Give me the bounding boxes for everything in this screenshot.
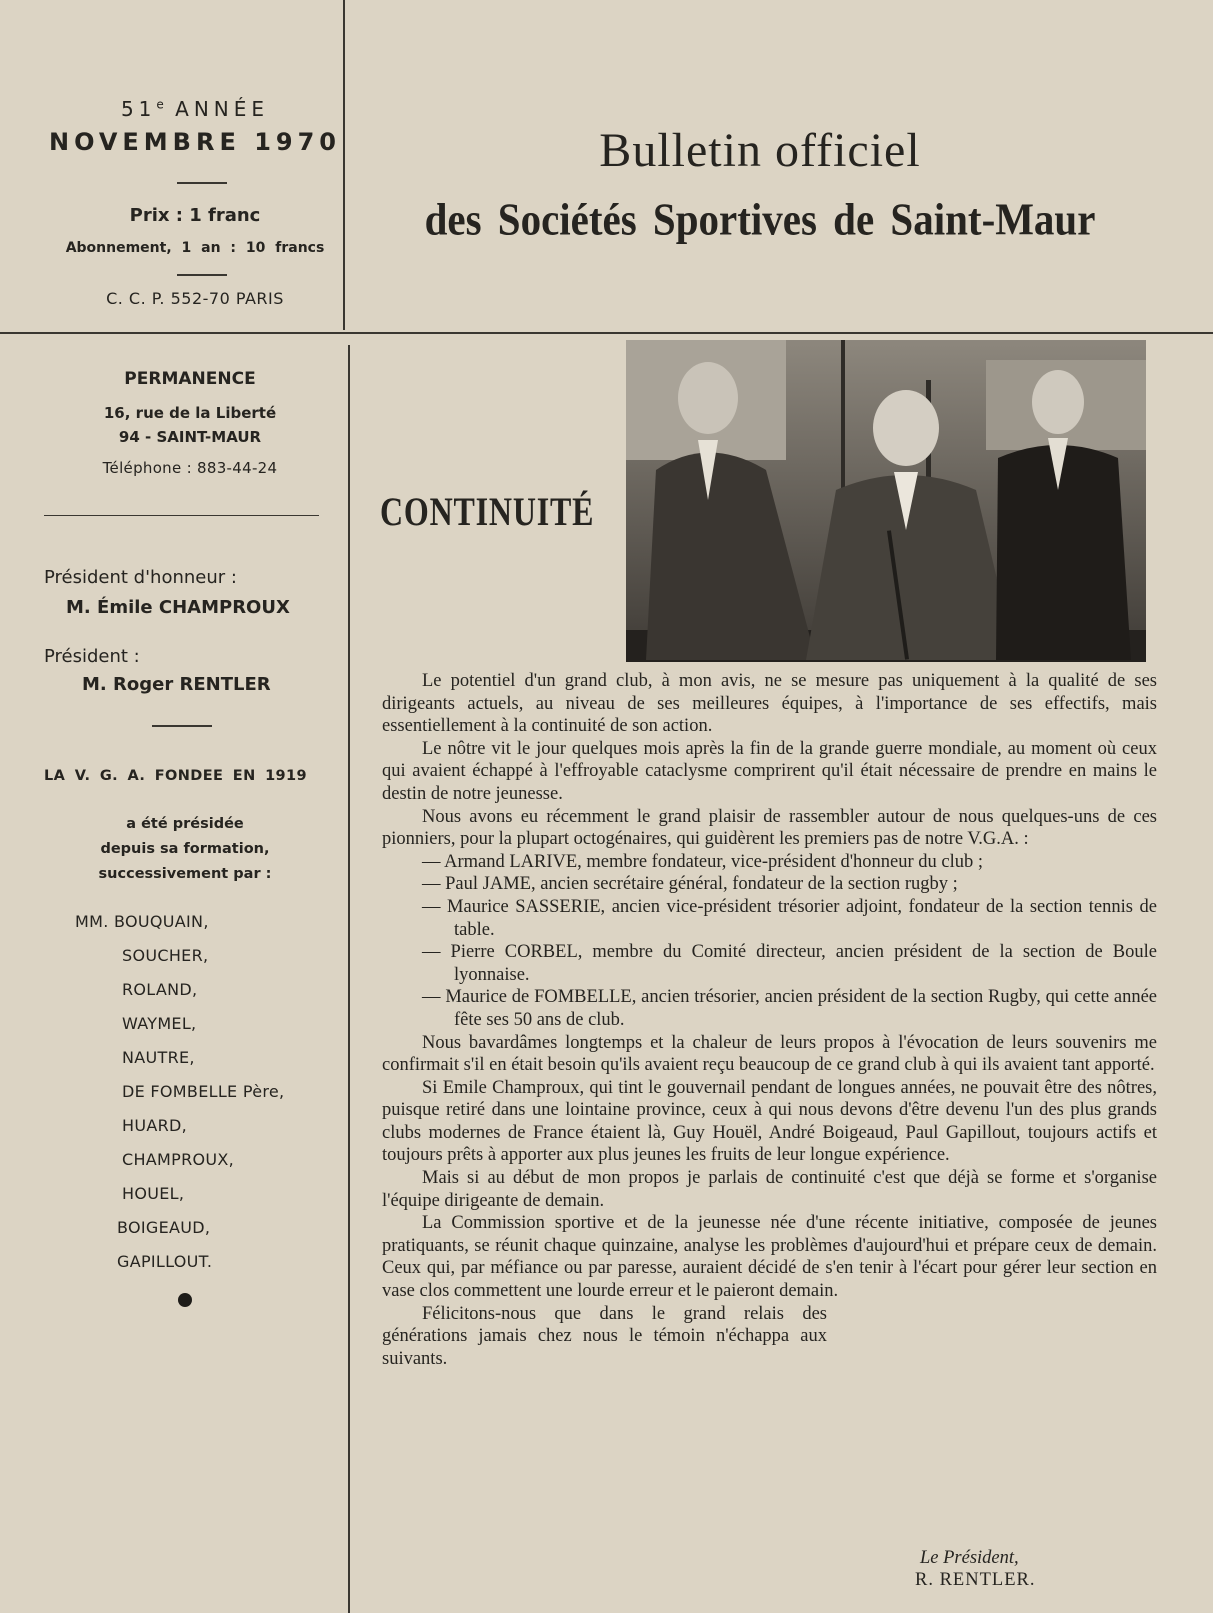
- honorary-president-name: M. Émile CHAMPROUX: [66, 597, 290, 618]
- president-label: Président :: [44, 646, 140, 667]
- signature-title: Le Président,: [920, 1548, 1019, 1568]
- article-paragraph: Le potentiel d'un grand club, à mon avis, ne se mesure pas uniquement à la qualité de ses dirigeants actuels, au niveau de ses meilleures équipes, à l'importance de ses effectifs, mais essentiellement à la continuité de son action.: [382, 671, 1157, 737]
- price-rule-top: [177, 182, 227, 184]
- president-list-item: MM. BOUQUAIN,: [75, 912, 209, 931]
- intro-line: a été présidée: [126, 816, 244, 832]
- article-paragraph: La Commission sportive et de la jeunesse née d'une récente initiative, composée de jeunes pratiquants, se réunit chaque quinzaine, analyse les problèmes d'aujourd'hui et prépare ceux de demain. Ceux qui, par méfiance ou par paresse, auraient décidé de s'en tenir à l'écart pour gérer leur section en vase clos commettent une lourde erreur et le paieront demain.: [382, 1213, 1157, 1302]
- article-paragraph: Nous bavardâmes longtemps et la chaleur de leurs propos à l'évocation de leurs souvenirs me confirmait s'il en était besoin qu'ils avaient reçu beaucoup de ce grand club à qui ils avaient tant apporté.: [382, 1032, 1157, 1076]
- telephone: Téléphone : 883-44-24: [102, 459, 278, 477]
- publication-subtitle: des Sociétés Sportives de Saint-Maur: [424, 193, 1096, 245]
- article-title: CONTINUITÉ: [380, 489, 595, 534]
- article-paragraph: Félicitons-nous que dans le grand relais des générations jamais chez nous le témoin n'échappa aux suivants.: [382, 1303, 827, 1369]
- article-body: [382, 670, 1157, 1370]
- president-list-item: HOUEL,: [122, 1184, 185, 1203]
- president-list-item: NAUTRE,: [122, 1048, 195, 1067]
- honorary-president-label: Président d'honneur :: [44, 567, 237, 588]
- masthead-bottom-rule: [0, 332, 1213, 334]
- signature-name: R. RENTLER.: [915, 1570, 1036, 1590]
- publication-title: Bulletin officiel: [599, 124, 921, 177]
- intro-line: depuis sa formation,: [100, 841, 270, 857]
- president-list-item: DE FOMBELLE Père,: [122, 1082, 285, 1101]
- pioneer-list-item: — Maurice SASSERIE, ancien vice-président trésorier adjoint, fondateur de la section tennis de table.: [422, 896, 1157, 940]
- pioneer-list-item: — Maurice de FOMBELLE, ancien trésorier, ancien président de la section Rugby, qui cette année fête ses 50 ans de club.: [422, 987, 1157, 1030]
- intro-line: successivement par :: [98, 866, 272, 882]
- pioneer-list-item: — Pierre CORBEL, membre du Comité directeur, ancien président de la section de Boule lyonnaise.: [422, 942, 1157, 985]
- ccp-account: C. C. P. 552-70 PARIS: [106, 289, 284, 308]
- president-list-item: GAPILLOUT.: [117, 1252, 213, 1271]
- pioneer-list-item: — Armand LARIVE, membre fondateur, vice-président d'honneur du club ;: [422, 851, 984, 872]
- president-list-item: SOUCHER,: [122, 946, 209, 965]
- president-list-item: CHAMPROUX,: [122, 1150, 235, 1169]
- vga-founded: LA V. G. A. FONDEE EN 1919: [44, 768, 308, 784]
- article-paragraph: Nous avons eu récemment le grand plaisir de rassembler autour de nous quelques-uns de ces pionniers, pour la plupart octogénaires, qui guidèrent les premiers pas de notre V.G.A. :: [382, 806, 1157, 850]
- address-line-2: 94 - SAINT-MAUR: [118, 428, 262, 446]
- article-paragraph: Le nôtre vit le jour quelques mois après la fin de la grande guerre mondiale, au moment où ceux qui avaient échappé à l'effroyable cataclysme comprirent qu'il était nécessaire de prendre en mains le destin de notre jeunesse.: [382, 738, 1157, 804]
- presided-intro: [40, 812, 330, 887]
- president-name: M. Roger RENTLER: [82, 674, 271, 695]
- president-list-item: HUARD,: [122, 1116, 188, 1135]
- year-line: 51e ANNÉE: [120, 97, 270, 121]
- article-paragraph: Mais si au début de mon propos je parlais de continuité c'est que déjà se forme et s'organise l'équipe dirigeante de demain.: [382, 1168, 1157, 1211]
- price-rule-bottom: [177, 274, 227, 276]
- article-paragraph: Si Emile Champroux, qui tint le gouvernail pendant de longues années, ne pouvait être des nôtres, puisque retiré dans une lointaine province, ceux à qui nous devons d'être devenu l'un des plus grands clubs modernes de France étaient là, Guy Houël, André Boigeaud, Paul Gapillout, toujours actifs et toujours prêts à apporter aux plus jeunes les fruits de leur longue expérience.: [382, 1077, 1157, 1166]
- president-list-item: ROLAND,: [122, 980, 198, 999]
- end-dot: [178, 1293, 192, 1307]
- price: Prix : 1 franc: [129, 205, 261, 226]
- group-photo: [626, 340, 1146, 662]
- issue-date: NOVEMBRE 1970: [48, 128, 341, 156]
- sidebar-rule: [44, 515, 319, 516]
- president-rule: [152, 725, 212, 727]
- address-line-1: 16, rue de la Liberté: [103, 404, 277, 422]
- column-divider-vertical: [348, 345, 350, 1613]
- president-list-item: WAYMEL,: [122, 1014, 197, 1033]
- president-list-item: BOIGEAUD,: [117, 1218, 211, 1237]
- masthead-divider-vertical: [343, 0, 345, 330]
- permanence-heading: PERMANENCE: [124, 369, 256, 389]
- subscription: Abonnement, 1 an : 10 francs: [65, 240, 325, 256]
- pioneer-list-item: — Paul JAME, ancien secrétaire général, fondateur de la section rugby ;: [422, 874, 958, 895]
